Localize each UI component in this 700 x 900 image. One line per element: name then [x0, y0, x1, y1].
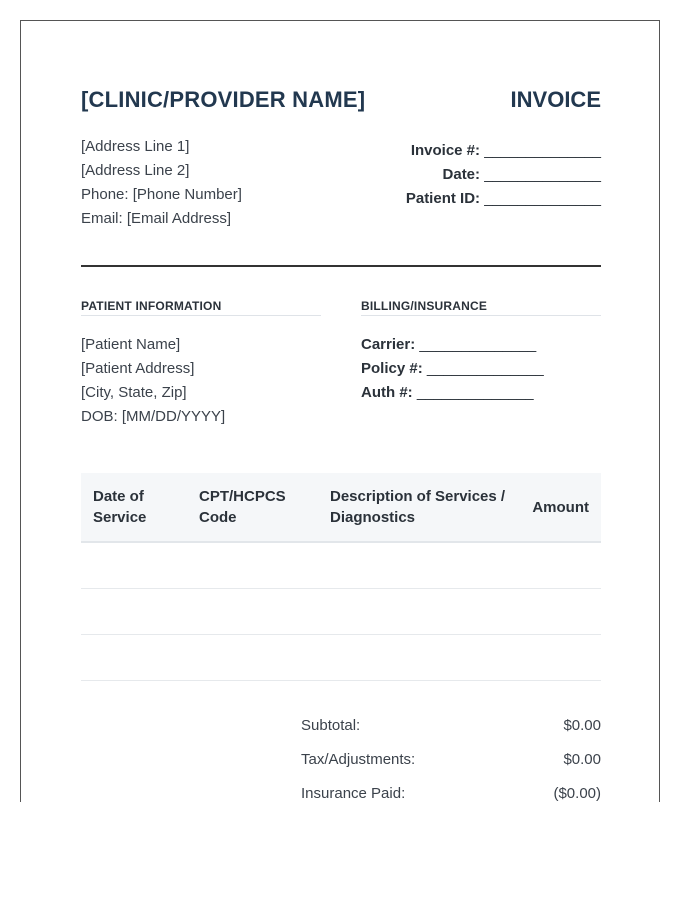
carrier-field: ______________: [419, 336, 537, 353]
invoice-date-label: Date:: [442, 166, 481, 183]
invoice-date-row: [406, 163, 601, 187]
invoice-meta-block: [406, 139, 601, 211]
patient-info-block: [81, 333, 225, 429]
column-header-description: Description of Services / Diagnostics: [330, 488, 506, 526]
clinic-name: [CLINIC/PROVIDER NAME]: [81, 87, 366, 112]
tax-adjustments-value: $0.00: [563, 751, 601, 768]
billing-insurance-heading: BILLING/INSURANCE: [361, 299, 601, 316]
patient-address: [Patient Address]: [81, 360, 195, 377]
column-header-cpt: CPT/HCPCS Code: [199, 488, 286, 526]
insurance-paid-row: [301, 785, 601, 802]
patient-city-state-zip: [City, State, Zip]: [81, 384, 187, 401]
auth-row: [361, 381, 544, 405]
invoice-date-field: ______________: [484, 166, 601, 183]
patient-id-label: Patient ID:: [405, 190, 481, 207]
table-row: [81, 589, 601, 635]
provider-email: Email: [Email Address]: [81, 210, 232, 227]
patient-id-field: ______________: [484, 190, 601, 207]
invoice-number-label: Invoice #:: [410, 142, 481, 159]
services-table: [81, 473, 601, 681]
address-line-2: [Address Line 2]: [81, 162, 190, 179]
patient-dob: DOB: [MM/DD/YYYY]: [81, 408, 226, 425]
tax-adjustments-row: [301, 751, 601, 785]
policy-field: ______________: [426, 360, 544, 377]
policy-label: Policy #:: [361, 360, 423, 377]
auth-field: ______________: [416, 384, 534, 401]
services-table-header: [81, 473, 601, 543]
invoice-page: [20, 20, 660, 802]
provider-address-block: [81, 135, 242, 231]
carrier-label: Carrier:: [361, 336, 416, 353]
subtotal-label: Subtotal:: [301, 717, 361, 734]
invoice-title: INVOICE: [510, 87, 601, 112]
carrier-row: [361, 333, 544, 357]
invoice-header: [81, 87, 601, 117]
invoice-number-field: ______________: [484, 142, 601, 159]
billing-info-block: [361, 333, 544, 405]
address-line-1: [Address Line 1]: [81, 138, 190, 155]
header-divider: [81, 265, 601, 267]
invoice-number-row: [406, 139, 601, 163]
column-header-date: Date of Service: [93, 488, 147, 526]
policy-row: [361, 357, 544, 381]
provider-phone: Phone: [Phone Number]: [81, 186, 242, 203]
subtotal-row: [301, 717, 601, 751]
patient-id-row: [406, 187, 601, 211]
tax-adjustments-label: Tax/Adjustments:: [301, 751, 416, 768]
column-header-amount: Amount: [532, 499, 589, 516]
table-row: [81, 543, 601, 589]
insurance-paid-label: Insurance Paid:: [301, 785, 406, 802]
insurance-paid-value: ($0.00): [553, 785, 601, 802]
patient-name: [Patient Name]: [81, 336, 181, 353]
patient-info-heading: PATIENT INFORMATION: [81, 299, 321, 316]
totals-block: [301, 717, 601, 802]
table-row: [81, 635, 601, 681]
subtotal-value: $0.00: [563, 717, 601, 734]
auth-label: Auth #:: [361, 384, 413, 401]
